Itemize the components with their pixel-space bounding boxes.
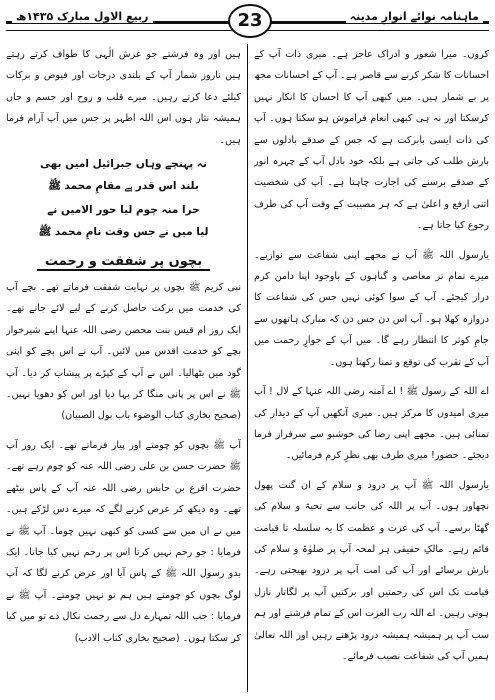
page-header [6,4,489,40]
paragraph: اے اللہ کے رسول ﷺ ! اے آمنہ رضی اللہ عنہا کے لال ! آپ میری امیدوں کا مرکز ہیں۔ میری آنکھیں آپ کے دیدار کی تمنائی ہیں۔ مجھے اپنی رضا کی خوشبو سے سرفراز فرما دیجئے۔ حضور! میری طرف بھی نظرِ کرم فرمائیں۔ [254,386,489,462]
verse-line: لیا میں نے جس وقت نامِ محمد ﷺ [38,226,209,239]
verse-line: نہ پہنچے وہاں جبرائیل امیں بھی [40,158,207,171]
paragraph: یارسول اللہ ﷺ آپ نے مجھے اپنی شفاعت سے نوازیے۔ میرے تمام تر معاصی و گناہوں کے باوجود اپنا دامن کرم دراز کیجئے۔ آپ کے سوا کوئی نہیں جس کی شفاعت کا دروازہ کھلا ہو۔ آپ اس دن جس دن کہ مبارک ہاتھوں سے جامِ کوثر کا انتظار رہے گا۔ میں آپ کے جوارِ رحمت میں آپ کے تقرب کی توقع و تمنا رکھتا ہوں۔ [254,249,489,368]
verse-line: بلند اس قدر ہے مقامِ محمد ﷺ [48,180,199,193]
magazine-title: ماہنامہ نوائے انوارِ مدینہ [346,10,483,23]
left-column [6,44,241,694]
column-divider [247,44,248,692]
issue-date: ربیع الاول مبارک ۱۴۳۵ھ [12,10,153,23]
section-heading-text: بچوں پر شفقت و رحمت [37,254,210,271]
section-heading [6,249,241,275]
paragraph: کروں۔ میرا شعور و ادراک عاجز ہے۔ میری ذات آپ کے احسانات کا شکر کرنے سے قاصر ہے۔ آپ کے احسانات مجھ پر بے شمار ہیں۔ میں کبھی آپ کا احسان کا انکار نہیں کرسکتا اور نہ ہی کبھی انعام فراموش ہو سکتا ہوں۔ آپ کی ذات ایسی بابرکت ہے کہ جس کے صدقے بادلوں سے بارش طلب کی جاتی ہے بلکہ خود بادل آپ کے چہرہ انور کے صدقے برسنے کی اجازت چاہتا ہے۔ آپ کی شخصیت اتنی ارفع و اعلیٰ ہے کہ ہر مصیبت کے وقت آپ کی طرف رجوع کیا جاتا ہے۔ [254,49,489,232]
paragraph: ہیں اور وہ فرشتے جو عرش الٰہی کا طواف کرتے رہتے ہیں ناروز شمار آپ کے بلندی درجات اور فیوض و برکات کیلئے دعا کرتے رہیں۔ میرے قلب و روح اور جسم و جاں ہمیشہ نثار ہوں اس اللہ اطہر پر جس میں آپ آرام فرما ہیں۔ [6,49,241,146]
poetry-verse [6,199,241,243]
page-number: 23 [228,4,272,38]
verse-line: حرا منہ چوم لیا حور الامیں نے [47,204,200,217]
poetry-verse [6,153,241,197]
paragraph: آپ ﷺ بچوں کو چومتے اور پیار فرماتے تھے۔ ایک روز آپ ﷺ حضرت حسن بن علی رضی اللہ عنہ کو چوم رہے تھے۔ حضرت اقرع بن حابس رضی اللہ عنہ آپ کے پاس بیٹھے تھے۔ وہ دیکھ کر عرض کرنے لگے کہ میرے دس لڑکے ہیں۔ میں نے ان میں سے کسی کو کبھی نہیں چوما۔ آپ ﷺ نے فرمایا : جو رحم نہیں کرتا اس پر رحم نہیں کیا جاتا۔ ایک بدو رسول اللہ ﷺ کے پاس آیا اور عرض کرنے لگا کہ آپ لوگ بچوں کو چومتے ہیں ہم تو نہیں چومتے۔ آپ ﷺ نے فرمایا : جب اللہ تمہارے دل سے رحمت نکال دے تو میں کیا کر سکتا ہوں۔ (صحیح بخاری کتاب الادب) [6,439,241,644]
paragraph: یارسول اللہ ﷺ آپ پر درود و سلام کے ان گنت پھول نچھاور ہوں۔ آپ پر اللہ کی جانب سے تحیۃ و سلام کی گھٹا برسے۔ آپ کی عزت و عظمت کا یہ سلسلہ تا قیامت قائم رہے۔ مالکِ حقیقی ہر لمحہ آپ پر صلوٰۃ و سلام کی بارش برسائے اور آپ کی امت آپ پر درود بھیجتی رہے۔ قیامت تک اس کی رحمتیں اور برکتیں آپ پر لگاتار نازل ہوتی رہیں۔ اے اللہ رب العزت اس کے تمام فرشتے اور ہم سب آپ پر ہمیشہ ہمیشہ درود پڑھتے رہیں اور اللہ تعالیٰ ہمیں آپ کی شفاعت نصیب فرمائے۔ [254,479,489,662]
paragraph: نبی کریم ﷺ بچوں پر نہایت شفقت فرماتے تھے۔ بچے آپ کی خدمت میں برکت حاصل کرنے کے لیے لائے جاتے تھے۔ ایک روز ام قیس بنت محصن رضی اللہ عنہا اپنے شیرخوار بچے کو خدمت اقدس میں لائیں۔ آپ نے اس بچے کو اپنی گود میں بٹھالیا۔ اس نے آپ کے کپڑے پر پیشاب کر دیا۔ آپ ﷺ نے اس پر پانی منگا کر بہا دیا اور اس کو دھویا نہیں۔ (صحیح بخاری کتاب الوضوء باب بول الصبیان) [6,282,241,422]
right-column [254,44,489,694]
